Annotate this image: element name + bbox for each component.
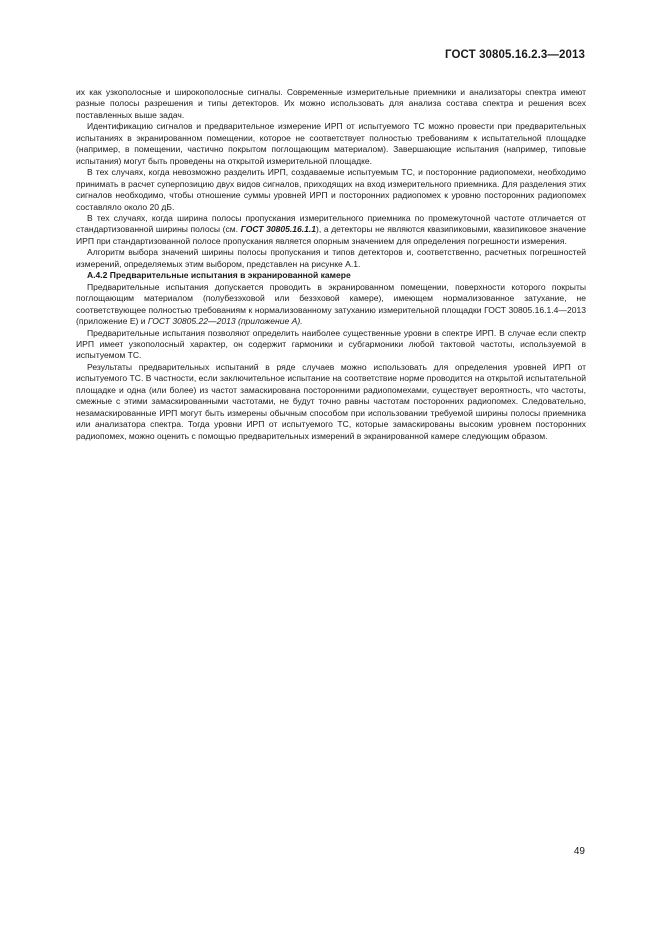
paragraph-algorithm: Алгоритм выбора значений ширины полосы пропускания и типов детекторов и, соответственно, расчетных погрешностей измерений, определяемых этим выбором, представлен на рисунке А.1. <box>76 247 586 269</box>
page-number: 49 <box>573 846 585 857</box>
document-id-header: ГОСТ 30805.16.2.3—2013 <box>445 49 585 61</box>
paragraph-bandwidth <box>76 213 586 247</box>
document-body <box>76 87 586 442</box>
paragraph-bandwidth-text-a: В тех случаях, когда ширина полосы пропускания измерительного приемника по промежуточной частоте отличается от стандартизованной ширины полосы (см. <box>76 212 586 235</box>
paragraph-spectrum-levels: Предварительные испытания позволяют определить наиболее существенные уровни в спектре ИРП. В случае если спектр ИРП имеет узкополосный характер, он содержит гармоники и субгармоники любой тактовой частоты, используемой в испытуемом ТС. <box>76 327 586 361</box>
paragraph-preliminary-text: Предварительные испытания допускается проводить в экранированном помещении, поверхности которого покрыты поглощающим материалом (полубезэховой или безэховой камере), имеющем нормализованное затухание, не соответствующее полностью требованиям к нормализованному затуханию измерительной площадки ГОСТ 30805.16.1.4—2013 (приложение Е) и <box>76 281 586 327</box>
paragraph-signal-identification: Идентификацию сигналов и предварительное измерение ИРП от испытуемого ТС можно провести при предварительных испытаниях в экранированном помещении, которое не соответствует полностью требованиям к испытательной площадке (например, в помещении, частично покрытом поглощающим материалом). Завершающие испытания (например, типовые испытания) могут быть проведены на открытой измерительной площадке. <box>76 121 586 166</box>
paragraph-continuation: их как узкополосные и широкополосные сигналы. Современные измерительные приемники и анализаторы спектра имеют разные полосы разрешения и типы детекторов. Их можно использовать для анализа состава спектра и решения всех поставленных выше задач. <box>76 87 586 120</box>
paragraph-bandwidth-text-b: ), а детекторы не являются квазипиковыми, квазипиковое значение ИРП при стандартизованной полосе пропускания является опорным значением для определения погрешности измерения. <box>76 224 586 246</box>
paragraph-preliminary-tests <box>76 282 586 328</box>
paragraph-results: Результаты предварительных испытаний в ряде случаев можно использовать для определения уровней ИРП от испытуемого ТС. В частности, если заключительное испытание на соответствие норме проводится на открытой испытательной площадке и одна (или более) из частот замаскирована посторонними радиопомехами, существует вероятность, что частоты, смежные с этими замаскированными частотами, не будут точно равны частотам посторонних радиопомех. Следовательно, незамаскированные ИРП могут быть измерены обычным способом при использовании требуемой ширины полосы приемника или анализатора спектра. Тогда уровни ИРП от испытуемого ТС, которые замаскированы высоким уровнем посторонних радиопомех, можно оценить с помощью предварительных измерений в экранированной камере следующим образом. <box>76 361 586 441</box>
standard-reference-link: ГОСТ 30805.16.1.1 <box>240 224 316 235</box>
paragraph-superposition: В тех случаях, когда невозможно разделить ИРП, создаваемые испытуемым ТС, и посторонние радиопомехи, необходимо принимать в расчет суперпозицию двух видов сигналов, приходящих на вход измерительного приемника. Для разделения этих сигналов необходимо, чтобы отношение суммы уровней ИРП и посторонних радиопомех к уровню посторонних радиопомех составляло около 20 дБ. <box>76 167 586 212</box>
section-heading: А.4.2 Предварительные испытания в экранированной камере <box>87 270 351 281</box>
standard-reference: ГОСТ 30805.22—2013 (приложение А). <box>147 316 303 327</box>
